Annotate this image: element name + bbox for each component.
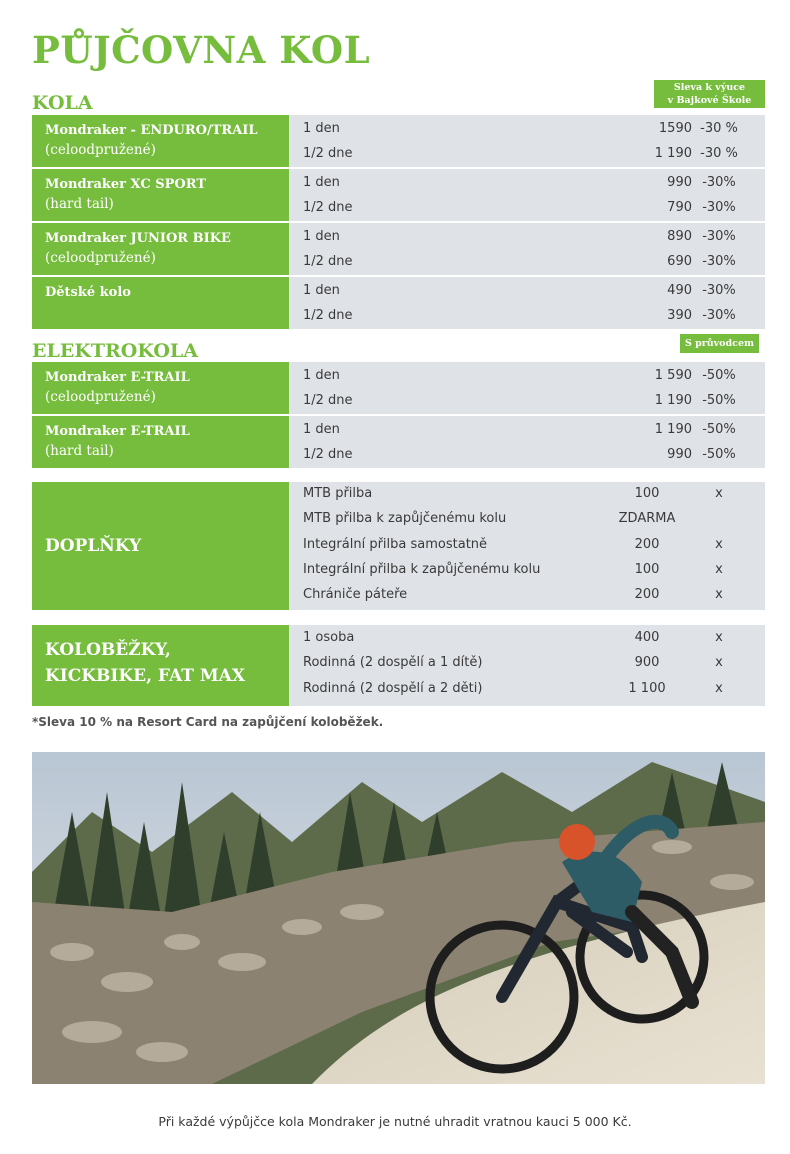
accessory-label: MTB přilba bbox=[303, 486, 373, 501]
page-title: PŮJČOVNA KOL bbox=[32, 28, 371, 72]
kolobezky-name-column bbox=[32, 625, 289, 706]
accessory-discount: x bbox=[715, 486, 723, 501]
accessory-price: 100 bbox=[634, 486, 660, 501]
scooter-price: 400 bbox=[634, 630, 660, 645]
bike-type: (celoodpružené) bbox=[45, 142, 156, 158]
doplnky-name-column bbox=[32, 482, 289, 610]
elektrokola-table bbox=[32, 362, 765, 468]
accessory-price: 200 bbox=[634, 587, 660, 602]
discount: -50% bbox=[702, 447, 736, 462]
accessory-discount: x bbox=[715, 562, 723, 577]
doplnky-table bbox=[32, 482, 765, 610]
accessory-label: Integrální přilba samostatně bbox=[303, 537, 488, 552]
discount: -30% bbox=[702, 308, 736, 323]
guide-badge: S průvodcem bbox=[680, 334, 759, 353]
bike-type: (hard tail) bbox=[45, 196, 114, 212]
discount: -50% bbox=[702, 422, 736, 437]
duration: 1 den bbox=[303, 175, 340, 190]
accessory-discount: x bbox=[715, 537, 723, 552]
section-heading-elektrokola: ELEKTROKOLA bbox=[32, 340, 198, 362]
badge-line-2: v Bajkové Škole bbox=[667, 95, 752, 106]
discount: -50% bbox=[702, 393, 736, 408]
photo-illustration bbox=[32, 752, 765, 1084]
price: 990 bbox=[667, 175, 692, 190]
ebike-name: Mondraker E-TRAIL bbox=[45, 370, 190, 385]
accessory-label: MTB přilba k zapůjčenému kolu bbox=[303, 511, 507, 526]
discount: -50% bbox=[702, 368, 736, 383]
duration: 1/2 dne bbox=[303, 146, 353, 161]
price: 390 bbox=[667, 308, 692, 323]
bike-name: Mondraker JUNIOR BIKE bbox=[45, 231, 231, 246]
duration: 1 den bbox=[303, 422, 340, 437]
duration: 1/2 dne bbox=[303, 447, 353, 462]
scooter-discount: x bbox=[715, 630, 723, 645]
kolobezky-table bbox=[32, 625, 765, 706]
price: 1 590 bbox=[654, 368, 692, 383]
ebike-name: Mondraker E-TRAIL bbox=[45, 424, 190, 439]
discount: -30 % bbox=[700, 121, 738, 136]
discount-badge-bike-school bbox=[654, 80, 765, 108]
badge-line-1: Sleva k výuce bbox=[673, 82, 746, 93]
accessory-label: Chrániče páteře bbox=[303, 587, 408, 602]
row-divider bbox=[32, 167, 765, 169]
price: 1 190 bbox=[654, 422, 692, 437]
discount: -30% bbox=[702, 229, 736, 244]
discount: -30 % bbox=[700, 146, 738, 161]
discount: -30% bbox=[702, 283, 736, 298]
price: 490 bbox=[667, 283, 692, 298]
scooter-label: Rodinná (2 dospělí a 1 dítě) bbox=[303, 655, 483, 670]
resort-card-note: *Sleva 10 % na Resort Card na zapůjčení koloběžek. bbox=[32, 715, 384, 729]
row-divider bbox=[32, 221, 765, 223]
bike-name: Dětské kolo bbox=[45, 285, 131, 300]
ebike-type: (celoodpružené) bbox=[45, 389, 156, 405]
accessory-price: ZDARMA bbox=[618, 511, 676, 526]
discount: -30% bbox=[702, 200, 736, 215]
price: 790 bbox=[667, 200, 692, 215]
price: 1 190 bbox=[654, 146, 692, 161]
accessory-price: 200 bbox=[634, 537, 660, 552]
discount: -30% bbox=[702, 254, 736, 269]
price: 990 bbox=[667, 447, 692, 462]
duration: 1/2 dne bbox=[303, 393, 353, 408]
heading-line-2: KICKBIKE, FAT MAX bbox=[45, 666, 246, 686]
scooter-price: 900 bbox=[634, 655, 660, 670]
heading-line-1: KOLOBĚŽKY, bbox=[45, 640, 171, 660]
section-heading-kolobezky bbox=[45, 637, 245, 689]
ebike-type: (hard tail) bbox=[45, 443, 114, 459]
section-heading-kola: KOLA bbox=[32, 92, 93, 114]
section-heading-doplnky: DOPLŇKY bbox=[45, 536, 142, 556]
bike-name: Mondraker - ENDURO/TRAIL bbox=[45, 123, 258, 138]
row-divider bbox=[32, 414, 765, 416]
duration: 1 den bbox=[303, 121, 340, 136]
accessory-label: Integrální přilba k zapůjčenému kolu bbox=[303, 562, 541, 577]
discount: -30% bbox=[702, 175, 736, 190]
price: 1 190 bbox=[654, 393, 692, 408]
accessory-discount: x bbox=[715, 587, 723, 602]
accessory-price: 100 bbox=[634, 562, 660, 577]
row-divider bbox=[32, 275, 765, 277]
price: 690 bbox=[667, 254, 692, 269]
bike-name: Mondraker XC SPORT bbox=[45, 177, 206, 192]
bike-type: (celoodpružené) bbox=[45, 250, 156, 266]
duration: 1/2 dne bbox=[303, 308, 353, 323]
duration: 1/2 dne bbox=[303, 200, 353, 215]
kola-table bbox=[32, 115, 765, 329]
duration: 1/2 dne bbox=[303, 254, 353, 269]
price: 890 bbox=[667, 229, 692, 244]
duration: 1 den bbox=[303, 283, 340, 298]
scooter-price: 1 100 bbox=[628, 681, 666, 696]
scooter-discount: x bbox=[715, 655, 723, 670]
price: 1590 bbox=[658, 121, 692, 136]
deposit-footer-note: Při každé výpůjčce kola Mondraker je nutné uhradit vratnou kauci 5 000 Kč. bbox=[158, 1114, 632, 1129]
scooter-label: 1 osoba bbox=[303, 630, 355, 645]
mountain-biker-photo bbox=[32, 752, 765, 1084]
scooter-discount: x bbox=[715, 681, 723, 696]
duration: 1 den bbox=[303, 229, 340, 244]
scooter-label: Rodinná (2 dospělí a 2 děti) bbox=[303, 681, 483, 696]
duration: 1 den bbox=[303, 368, 340, 383]
